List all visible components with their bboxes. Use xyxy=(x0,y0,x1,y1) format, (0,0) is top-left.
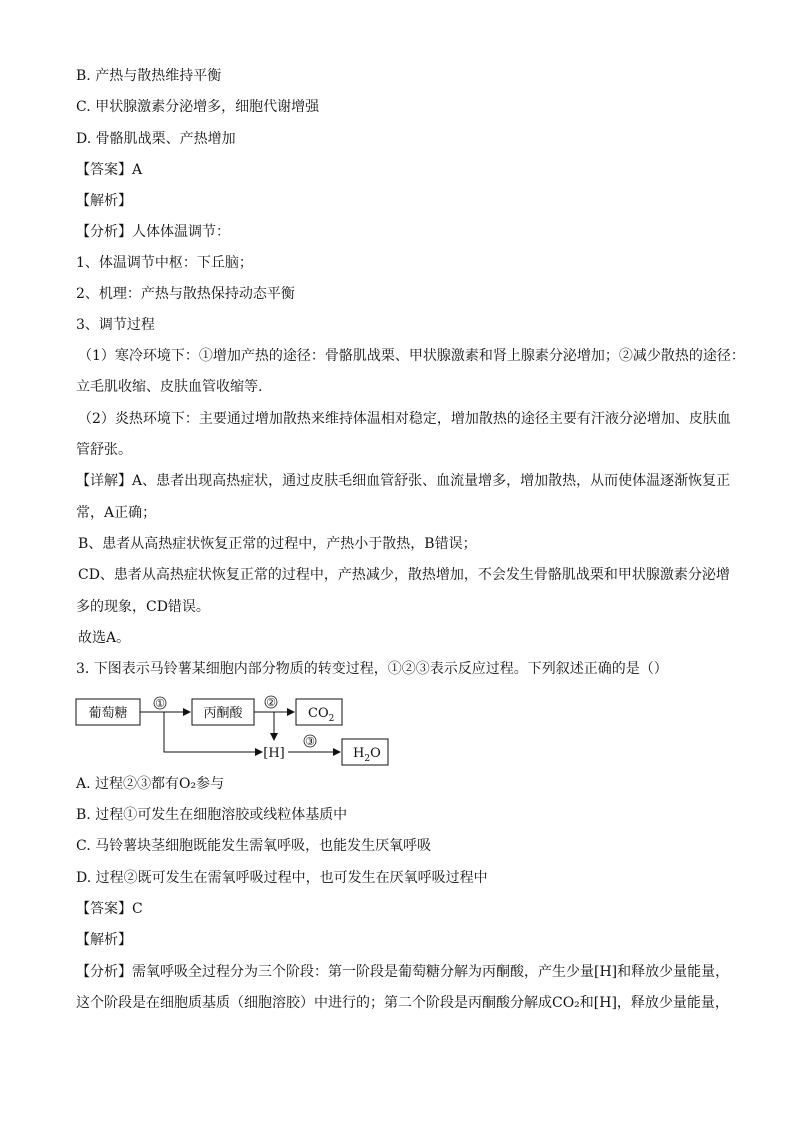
glucose-label: 葡萄糖 xyxy=(88,706,128,721)
analysis-point-2: 2、机理：产热与散热保持动态平衡 xyxy=(76,286,295,302)
option-c-prev: C. 甲状腺激素分泌增多，细胞代谢增强 xyxy=(76,99,320,115)
step-1-label: ① xyxy=(155,697,165,710)
step-2-label: ② xyxy=(266,696,276,709)
choose-answer: 故选A。 xyxy=(78,630,131,646)
detail-a-line-2: 常，A正确； xyxy=(76,505,157,521)
metabolism-diagram xyxy=(74,694,394,766)
detail-cd-line-2: 多的现象，CD错误。 xyxy=(76,599,210,615)
co2-label: $CO_2$ xyxy=(308,706,335,724)
cold-environment-line-2: 立毛肌收缩、皮肤血管收缩等. xyxy=(76,379,263,395)
detail-b: B、患者从高热症状恢复正常的过程中，产热小于散热，B错误； xyxy=(78,536,477,552)
option-c: C. 马铃薯块茎细胞既能发生需氧呼吸，也能发生厌氧呼吸 xyxy=(76,838,432,854)
option-b: B. 过程①可发生在细胞溶胶或线粒体基质中 xyxy=(76,807,348,823)
analysis-heading-1: 【解析】 xyxy=(76,193,132,209)
answer-label-2: 【答案】C xyxy=(76,901,143,917)
h2o-label: $H_2O$ xyxy=(353,746,381,764)
analysis-point-3: 3、调节过程 xyxy=(76,317,155,333)
hot-environment-line-1: （2）炎热环境下：主要通过增加散热来维持体温相对稳定，增加散热的途径主要有汗液分泌增加、皮肤血 xyxy=(78,411,731,427)
option-a: A. 过程②③都有O₂参与 xyxy=(76,776,225,792)
answer-label-1: 【答案】A xyxy=(76,162,143,178)
option-d-prev: D. 骨骼肌战栗、产热增加 xyxy=(76,131,236,147)
analysis-heading-2: 【解析】 xyxy=(76,932,132,948)
analysis-text-line-2: 这个阶段是在细胞质基质（细胞溶胶）中进行的；第二个阶段是丙酮酸分解成CO₂和[H]，释放少量能量， xyxy=(76,995,729,1011)
detail-a-line-1: 【详解】A、患者出现高热症状，通过皮肤毛细血管舒张、血流量增多，增加散热，从而使体温逐渐恢复正 xyxy=(76,473,731,489)
cold-environment-line-1: （1）寒冷环境下：①增加产热的途径：骨骼肌战栗、甲状腺激素和肾上腺素分泌增加；②减少散热的途径： xyxy=(78,348,745,364)
hot-environment-line-2: 管舒张。 xyxy=(76,442,132,458)
pyruvate-label: 丙酮酸 xyxy=(203,706,243,721)
step-3-label: ③ xyxy=(305,735,315,748)
h-label: [H] xyxy=(263,746,285,761)
analysis-text-line-1: 【分析】需氧呼吸全过程分为三个阶段：第一阶段是葡萄糖分解为丙酮酸，产生少量[H]和释放少量能量， xyxy=(76,964,730,980)
option-b-prev: B. 产热与散热维持平衡 xyxy=(76,68,222,84)
option-d: D. 过程②既可发生在需氧呼吸过程中，也可发生在厌氧呼吸过程中 xyxy=(76,870,488,886)
analysis-intro-1: 【分析】人体体温调节： xyxy=(76,224,230,240)
analysis-point-1: 1、体温调节中枢：下丘脑； xyxy=(76,255,253,271)
question-3-stem: 3. 下图表示马铃薯某细胞内部分物质的转变过程，①②③表示反应过程。下列叙述正确的是（） xyxy=(76,661,668,677)
detail-cd-line-1: CD、患者从高热症状恢复正常的过程中，产热减少，散热增加，不会发生骨骼肌战栗和甲状腺激素分泌增 xyxy=(78,567,730,583)
